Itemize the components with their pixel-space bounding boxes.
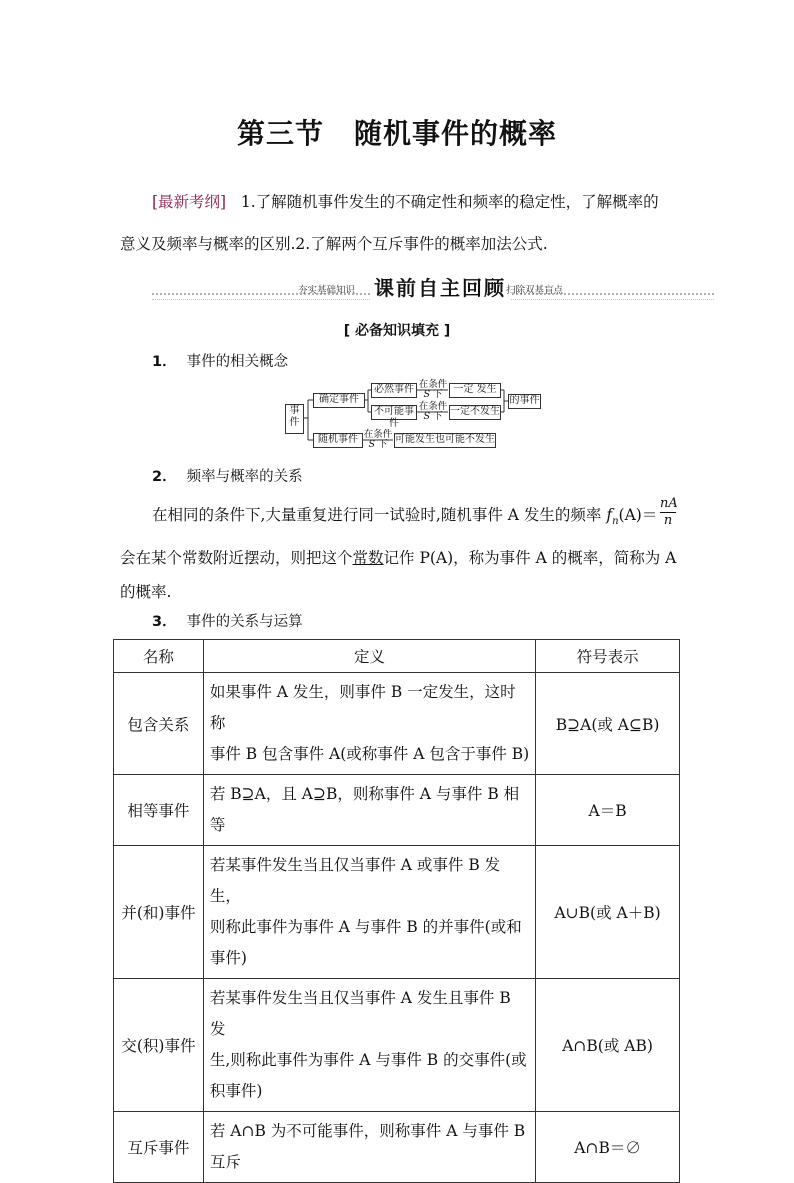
diagram-certain-event: 确定事件 xyxy=(313,393,365,408)
cond-2-top: 在条件 xyxy=(418,401,448,412)
outline-line-2: 意义及频率与概率的区别.2.了解两个互斥事件的概率加法公式. xyxy=(120,235,548,253)
cond-1-var: S xyxy=(423,389,430,400)
table-row xyxy=(114,846,680,979)
cond-1-bottom xyxy=(418,390,448,400)
row-name: 相等事件 xyxy=(114,775,204,846)
table-row xyxy=(114,673,680,775)
heading-2-text: 频率与概率的关系 xyxy=(186,469,303,485)
def-line: 若某事件发生当且仅当事件 A 或事件 B 发生， xyxy=(209,856,501,905)
def-line: 如果事件 A 发生，则事件 B 一定发生，这时称 xyxy=(209,683,516,732)
freq-text-2a: 会在某个常数附近摆动，则把这个 xyxy=(120,549,353,567)
row-definition xyxy=(203,979,535,1112)
cond-1-under: 下 xyxy=(433,389,443,400)
row-symbol: A＝B xyxy=(536,775,680,846)
fraction-numerator: nA xyxy=(660,496,678,511)
outline-text-1: 1.了解随机事件发生的不确定性和频率的稳定性，了解概率的 xyxy=(240,193,659,211)
banner-left: 夯实基础知识 xyxy=(298,285,356,296)
row-name: 互斥事件 xyxy=(114,1112,204,1183)
diagram-random-event: 随机事件 xyxy=(313,433,363,448)
heading-2 xyxy=(152,465,303,486)
heading-1 xyxy=(152,350,288,371)
diagram-inevitable-event: 必然事件 xyxy=(371,383,417,398)
row-symbol: A∪B(或 A＋B) xyxy=(536,846,680,979)
cond-3-var: S xyxy=(368,439,375,450)
cond-2-var: S xyxy=(423,411,430,422)
freq-line-2 xyxy=(120,540,690,576)
title-section: 第三节 xyxy=(236,117,324,150)
heading-1-num: 1． xyxy=(152,354,177,370)
freq-line-1 xyxy=(152,497,682,540)
heading-1-text: 事件的相关概念 xyxy=(186,354,289,370)
table-row xyxy=(114,1112,680,1183)
row-name: 交(积)事件 xyxy=(114,979,204,1112)
cond-3-bottom xyxy=(363,440,393,450)
formula-fraction xyxy=(660,496,676,529)
diagram-condition-2 xyxy=(418,402,448,422)
banner-center: 课前自主回顾 xyxy=(370,272,510,301)
header-definition: 定义 xyxy=(203,640,535,673)
formula-arg: (A)＝ xyxy=(618,506,658,524)
row-symbol: A∩B(或 AB) xyxy=(536,979,680,1112)
cond-3-under: 下 xyxy=(378,439,388,450)
heading-3-num: 3． xyxy=(152,614,177,630)
diagram-never-occurs: 一定不发生 xyxy=(449,405,501,420)
diagram-always-occurs: 一定 发生 xyxy=(449,383,501,398)
row-symbol: A∩B＝∅ xyxy=(536,1112,680,1183)
table-row xyxy=(114,979,680,1112)
fraction-denominator: n xyxy=(663,513,673,528)
def-line: 生,则称此事件为事件 A 与事件 B 的交事件(或 xyxy=(209,1051,527,1069)
def-line: 若某事件发生当且仅当事件 A 发生且事件 B 发 xyxy=(209,989,511,1038)
freq-line-3: 的概率. xyxy=(120,583,172,601)
diagram-may-occur: 可能发生也可能不发生 xyxy=(394,433,496,448)
cond-1-top: 在条件 xyxy=(418,379,448,390)
row-symbol: B⊇A(或 A⊆B) xyxy=(536,673,680,775)
row-definition xyxy=(203,673,535,775)
formula-f: f xyxy=(606,506,613,524)
diagram-impossible-event: 不可能事件 xyxy=(371,405,417,420)
row-name: 并(和)事件 xyxy=(114,846,204,979)
freq-underlined: 常数 xyxy=(352,549,384,567)
freq-text-1: 在相同的条件下,大量重复进行同一试验时,随机事件 A 发生的频率 xyxy=(152,506,602,524)
diagram-root: 事件 xyxy=(285,404,304,434)
row-definition xyxy=(203,1112,535,1183)
cond-2-under: 下 xyxy=(433,411,443,422)
def-line: 互斥 xyxy=(209,1153,241,1171)
def-line: 事件 B 包含事件 A(或称事件 A 包含于事件 B) xyxy=(209,745,530,763)
formula-sub: n xyxy=(612,516,619,528)
section-heading: [ 必备知识填充 ] xyxy=(343,323,451,339)
diagram-merged-event: 的事件 xyxy=(508,394,541,409)
heading-3-text: 事件的关系与运算 xyxy=(186,614,303,630)
row-name: 包含关系 xyxy=(114,673,204,775)
header-symbol: 符号表示 xyxy=(536,640,680,673)
def-line: 若 B⊇A，且 A⊇B，则称事件 A 与事件 B 相等 xyxy=(209,785,520,834)
diagram-condition-1 xyxy=(418,380,448,400)
row-definition xyxy=(203,775,535,846)
banner-right: 扫除双基盲点 xyxy=(506,285,564,296)
freq-text-2b: 记作 P(A)，称为事件 A 的概率，简称为 A xyxy=(383,549,677,567)
def-line: 若 A∩B 为不可能事件，则称事件 A 与事件 B xyxy=(209,1122,526,1140)
def-line: 则称此事件为事件 A 与事件 B 的并事件(或和 xyxy=(209,918,522,936)
title-topic: 随机事件的概率 xyxy=(354,117,558,150)
cond-2-bottom xyxy=(418,412,448,422)
table-header-row xyxy=(114,640,680,673)
heading-2-num: 2． xyxy=(152,469,177,485)
event-relations-table xyxy=(113,639,680,1183)
section-banner xyxy=(152,272,714,302)
diagram-condition-3 xyxy=(363,430,393,450)
event-concept-diagram xyxy=(280,378,550,454)
row-definition xyxy=(203,846,535,979)
outline-line-1 xyxy=(152,184,682,220)
def-line: 事件) xyxy=(209,949,247,967)
cond-3-top: 在条件 xyxy=(363,429,393,440)
page-title xyxy=(0,112,794,152)
table-row xyxy=(114,775,680,846)
outline-tag: [最新考纲] xyxy=(152,193,227,211)
header-name: 名称 xyxy=(114,640,204,673)
def-line: 积事件) xyxy=(209,1082,263,1100)
heading-3 xyxy=(152,610,303,631)
